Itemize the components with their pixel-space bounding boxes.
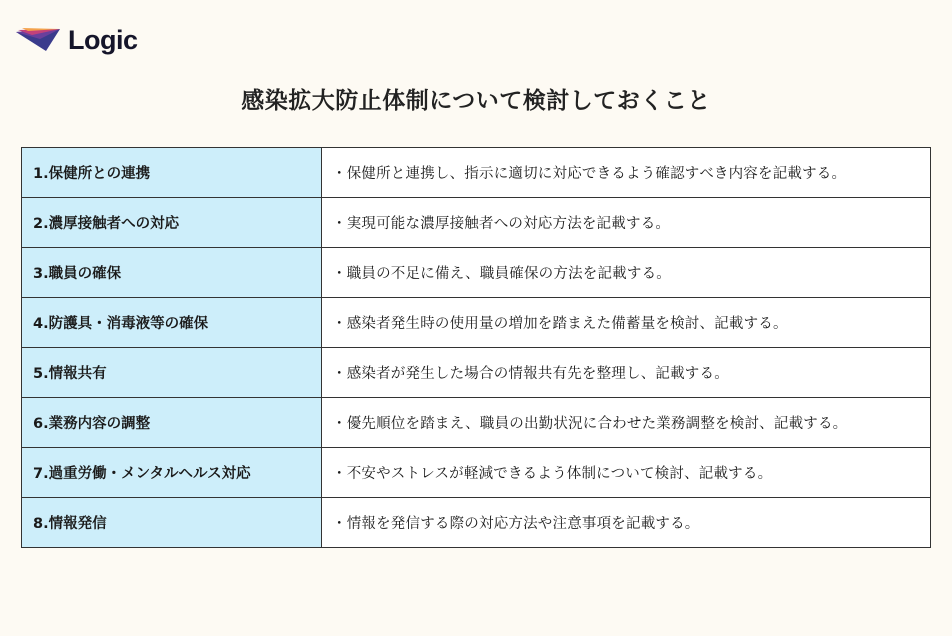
table-row — [22, 248, 931, 298]
item-cell: 6.業務内容の調整 — [22, 398, 322, 448]
table-row — [22, 298, 931, 348]
logo — [16, 24, 138, 56]
table-row — [22, 348, 931, 398]
description-cell: ・不安やストレスが軽減できるよう体制について検討、記載する。 — [322, 448, 931, 498]
page-title: 感染拡大防止体制について検討しておくこと — [241, 88, 711, 114]
description-cell: ・感染者発生時の使用量の増加を踏まえた備蓄量を検討、記載する。 — [322, 298, 931, 348]
table-row — [22, 398, 931, 448]
description-cell: ・情報を発信する際の対応方法や注意事項を記載する。 — [322, 498, 931, 548]
plan-table — [21, 147, 931, 548]
description-cell: ・職員の不足に備え、職員確保の方法を記載する。 — [322, 248, 931, 298]
item-cell: 1.保健所との連携 — [22, 148, 322, 198]
table-row — [22, 448, 931, 498]
logo-text: Logic — [68, 24, 138, 55]
item-cell: 5.情報共有 — [22, 348, 322, 398]
table-row — [22, 498, 931, 548]
item-cell: 3.職員の確保 — [22, 248, 322, 298]
description-cell: ・優先順位を踏まえ、職員の出勤状況に合わせた業務調整を検討、記載する。 — [322, 398, 931, 448]
table-row — [22, 198, 931, 248]
description-cell: ・感染者が発生した場合の情報共有先を整理し、記載する。 — [322, 348, 931, 398]
item-cell: 4.防護具・消毒液等の確保 — [22, 298, 322, 348]
item-cell: 8.情報発信 — [22, 498, 322, 548]
item-cell: 2.濃厚接触者への対応 — [22, 198, 322, 248]
logo-mark-icon — [16, 27, 62, 53]
item-cell: 7.過重労働・メンタルヘルス対応 — [22, 448, 322, 498]
table-row — [22, 148, 931, 198]
description-cell: ・保健所と連携し、指示に適切に対応できるよう確認すべき内容を記載する。 — [322, 148, 931, 198]
description-cell: ・実現可能な濃厚接触者への対応方法を記載する。 — [322, 198, 931, 248]
